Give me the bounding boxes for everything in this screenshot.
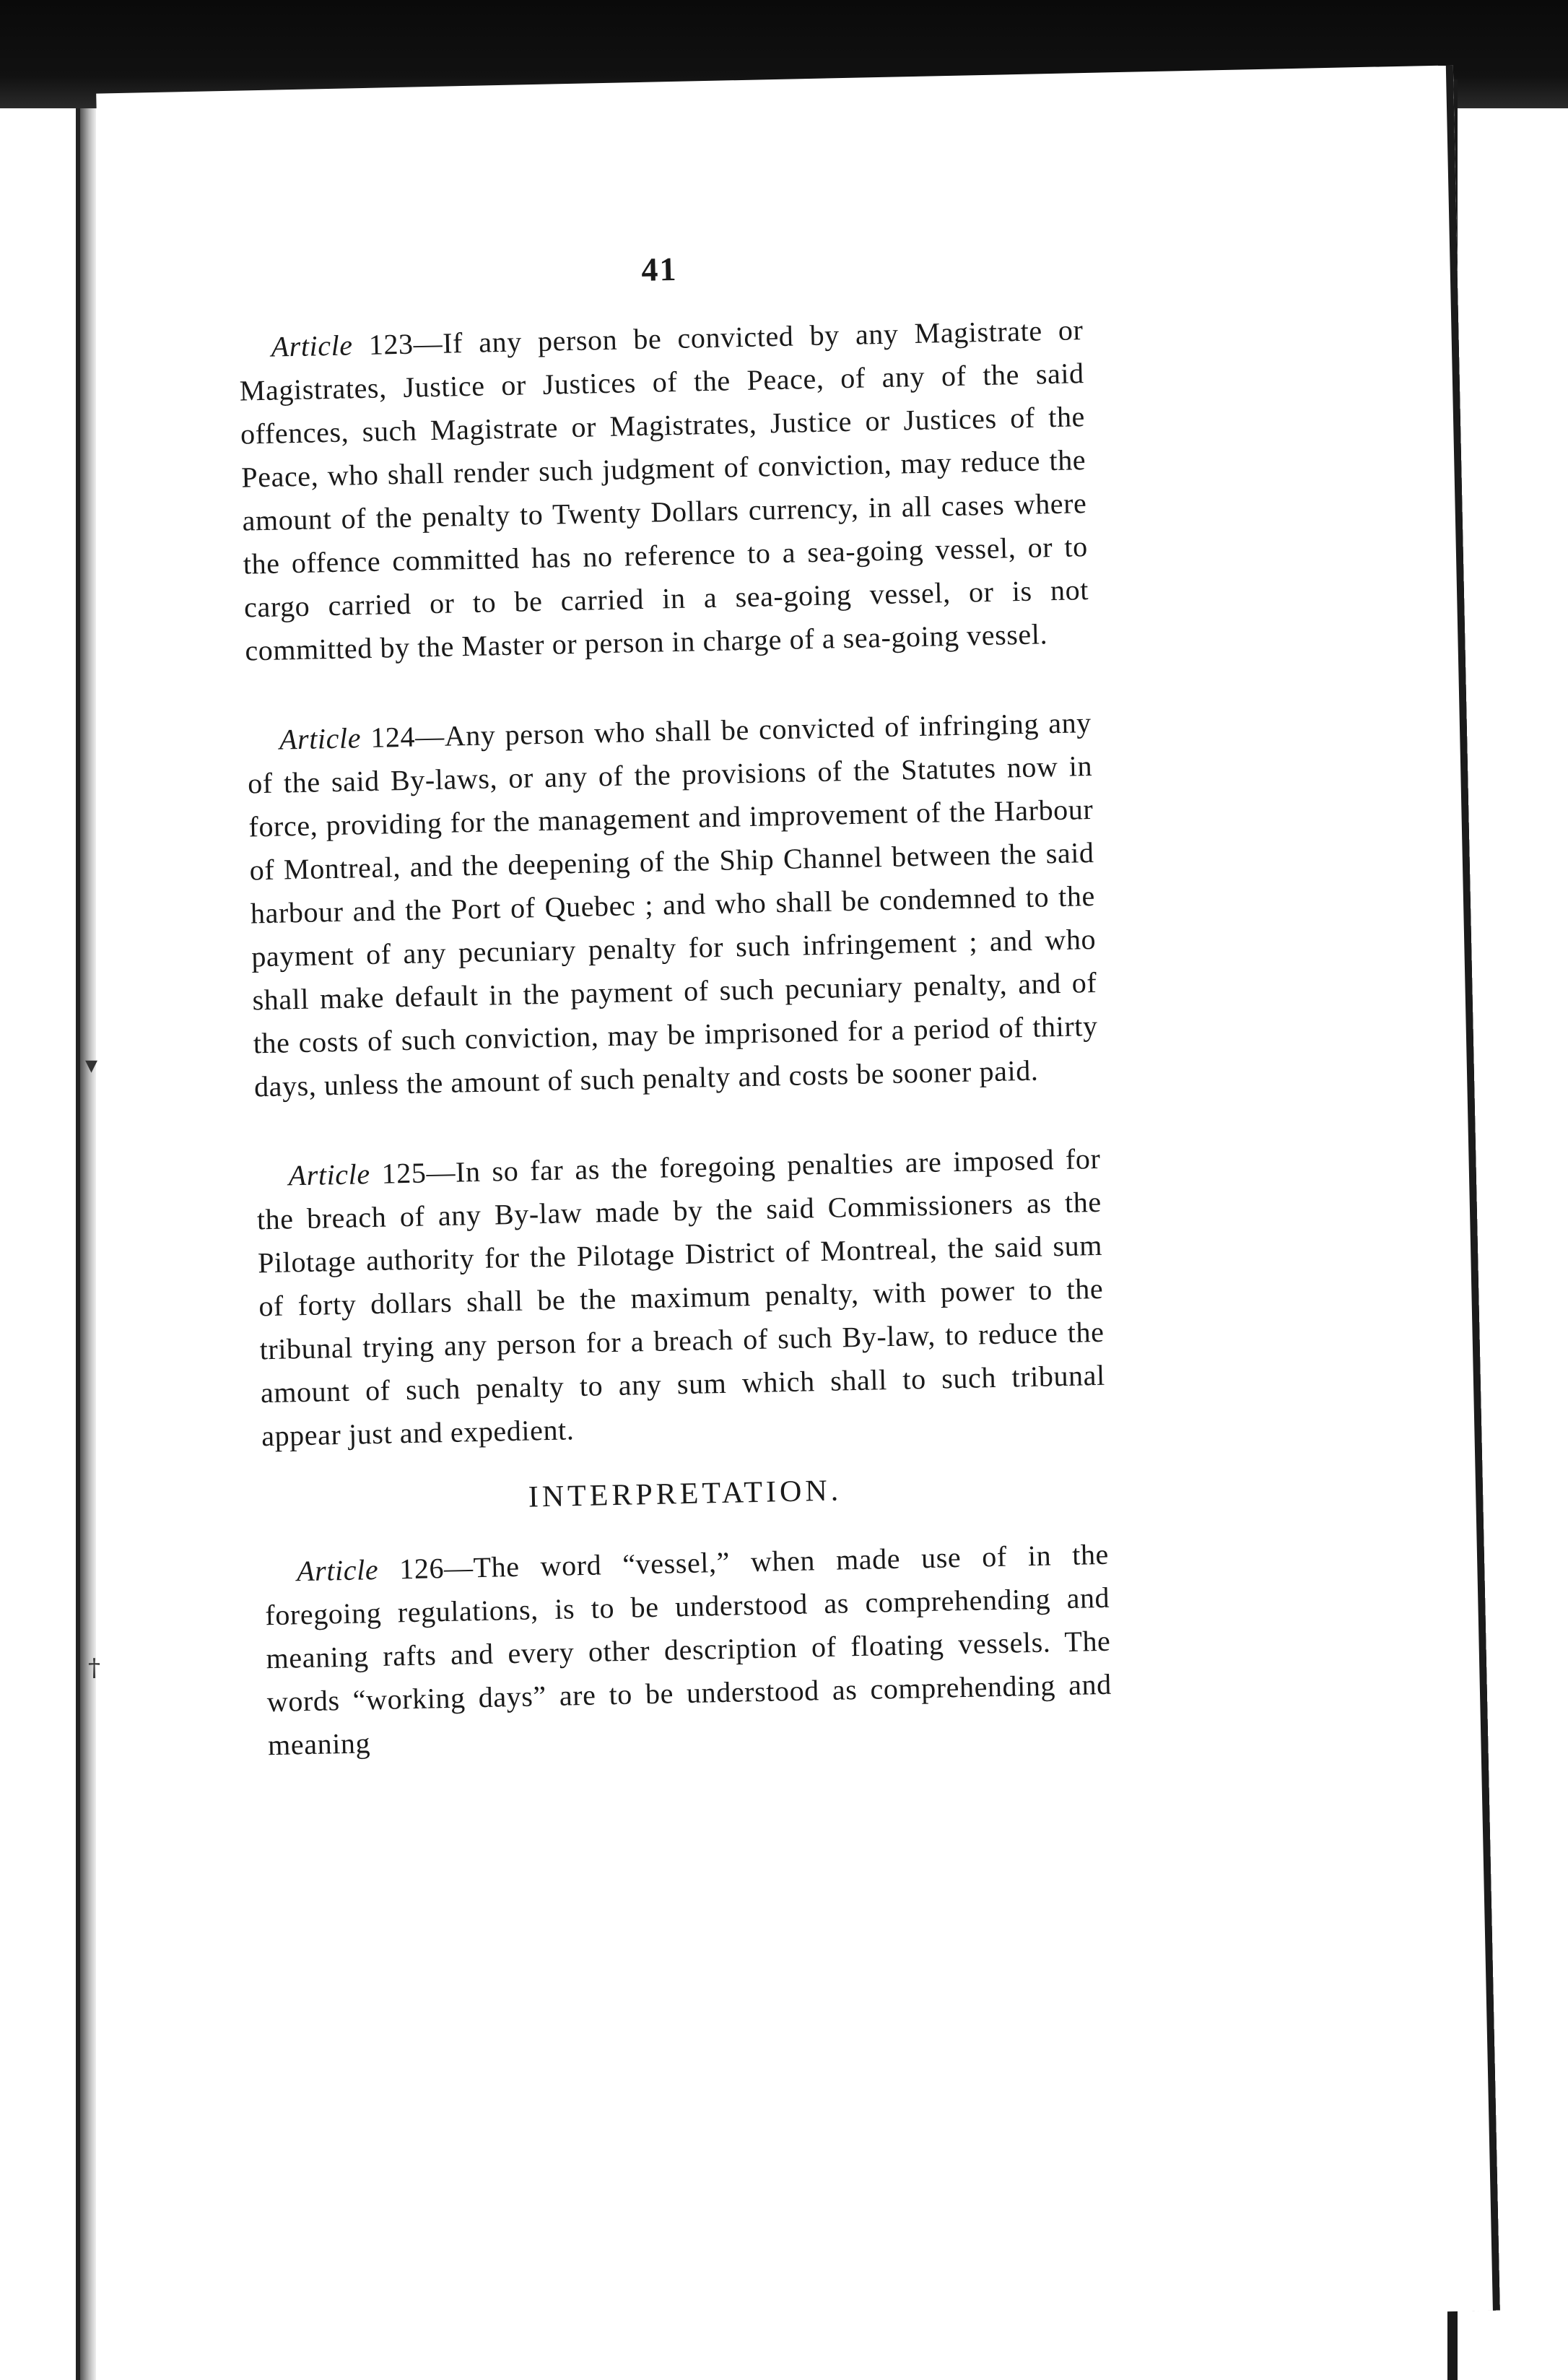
article-label: Article [279,721,362,756]
article-124 [246,701,1099,1108]
article-body: In so far as the foregoing penalties are imposed for the breach of any By-law made by the said Commissioners as the Pilotage authority for the Pilotage District of Montreal, the said sum of forty dollars shall be the maximum penalty, with power to the tribunal trying any person for a breach of such By-law, to reduce the amount of such penalty to any sum which shall to such tribunal appear just and expedient. [256,1142,1106,1453]
left-page-edge [0,108,80,2380]
article-number: 124— [370,719,445,754]
article-body: Any person who shall be convicted of infringing any of the said By-laws, or any of the provisions of the Statutes now in force, providing for the management and improvement of the Harbour of Montreal, and the deepening of the Ship Channel between the said harbour and the Port of Quebec ; and who shall be condemned to the payment of any pecuniary penalty for such infringement ; and who shall make default in the payment of such pecuniary penalty, and of the costs of such conviction, may be imprisoned for a period of thirty days, unless the amount of such penalty and costs be sooner paid. [247,706,1099,1103]
book-gutter [80,108,96,2380]
article-number: 123— [368,326,443,361]
article-number: 126— [398,1551,474,1586]
page-number: 41 [640,250,678,288]
article-label: Article [271,329,354,363]
article-number: 125— [381,1155,456,1190]
article-label: Article [296,1552,379,1588]
article-123 [238,308,1090,672]
article-body: If any person be convicted by any Magistrate or Magistrates, Justice or Justices of the Peace, of any of the said offences, such Magistrate or Magistrates, Justice or Justices of the Peace, who shall render such judgment of conviction, may reduce the amount of the penalty to Twenty Dollars currency, in all cases where the offence committed has no reference to a sea-going vessel, or to cargo carried or to be carried in a sea-going vessel, or is not committed by the Master or person in charge of a sea-going vessel. [239,313,1089,667]
margin-arrow-mark: ▾ [85,1051,98,1080]
article-label: Article [288,1158,371,1192]
article-body: The word “vessel,” when made use of in the foregoing regulations, is to be understood as comprehending and meaning rafts and every other description of floating vessels. The words “working days” are to be understood as comprehending and meaning [264,1537,1112,1762]
margin-pin-mark: † [88,1654,100,1682]
section-heading-interpretation: INTERPRETATION. [528,1474,842,1514]
article-125 [256,1137,1107,1458]
book-page [96,65,1500,2339]
article-126 [264,1533,1113,1767]
page-content [237,239,1114,1813]
